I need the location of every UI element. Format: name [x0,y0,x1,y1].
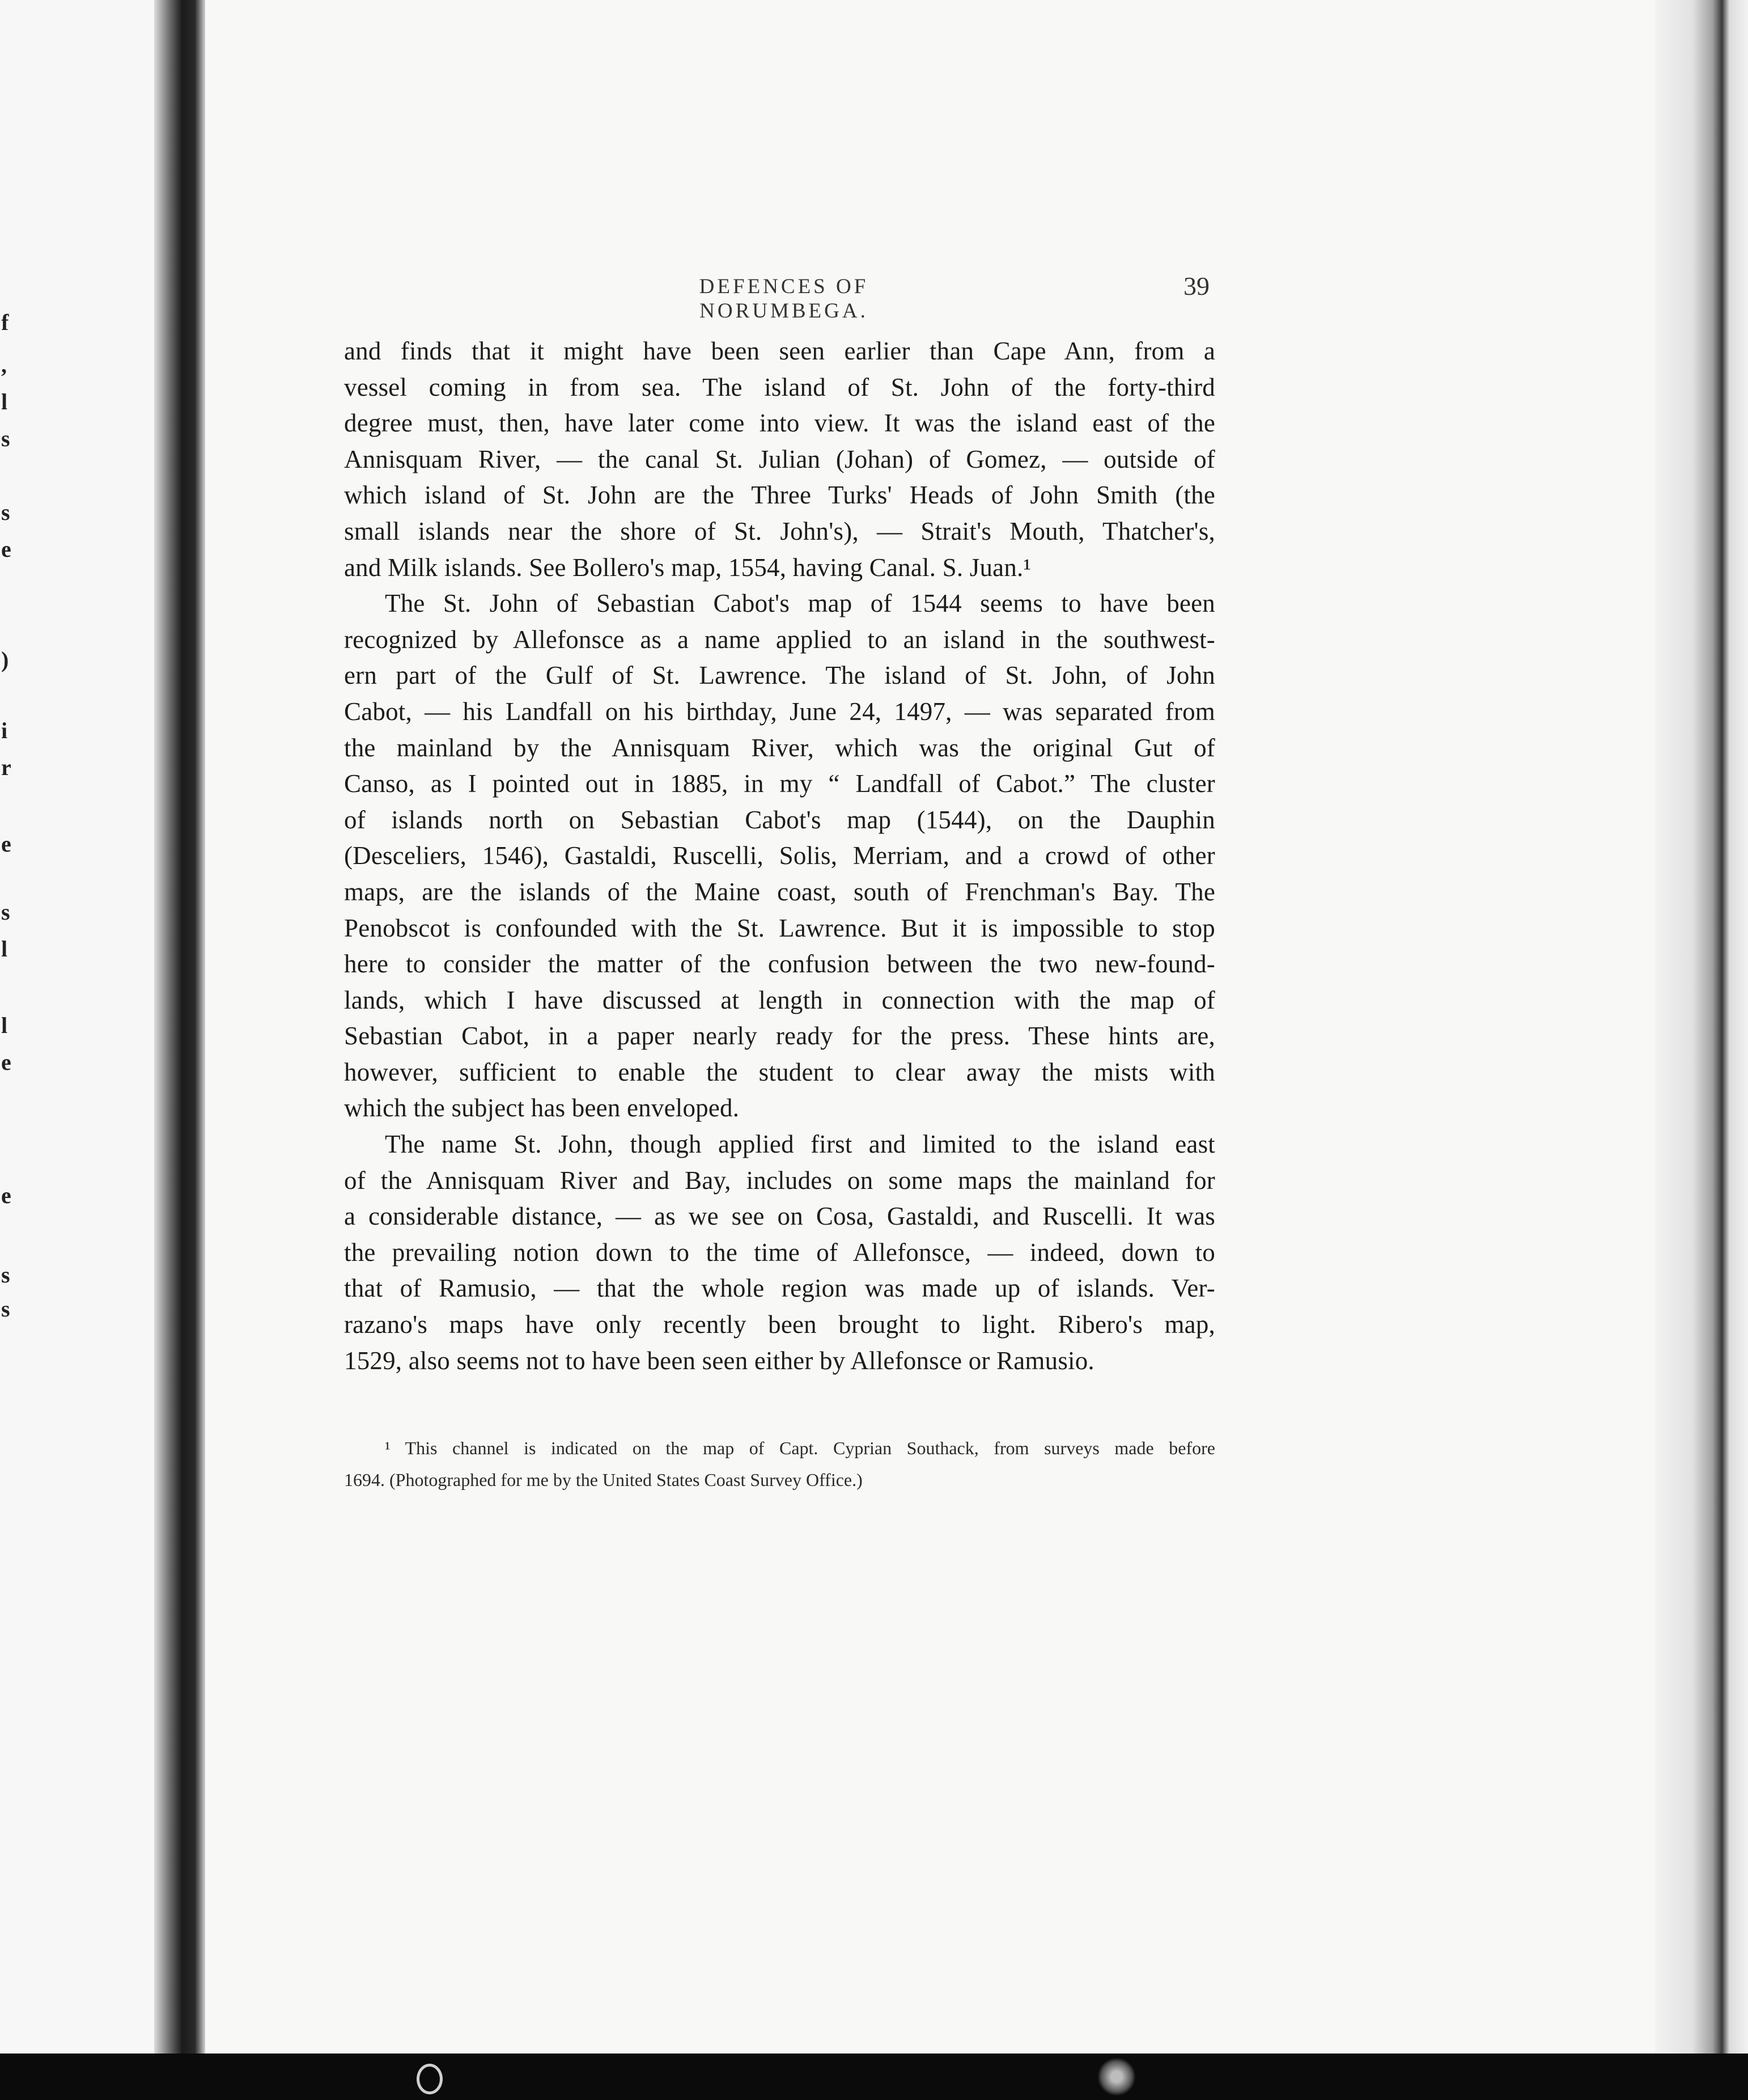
text-line: Penobscot is confounded with the St. Lawrence. But it is impossible to stop [344,913,1215,942]
text-line: 1529, also seems not to have been seen either by Allefonsce or Ramusio. [344,1346,1094,1375]
left-margin-char: s [1,426,10,451]
text-line: and finds that it might have been seen earlier than Cape Ann, from a [344,337,1215,365]
left-margin-char: e [1,1049,11,1075]
text-line: razano's maps have only recently been brought to light. Ribero's map, [344,1310,1215,1339]
text-line: small islands near the shore of St. John's), — Strait's Mouth, Thatcher's, [344,516,1215,545]
text-line: the prevailing notion down to the time of Allefonsce, — indeed, down to [344,1238,1215,1267]
text-line: of the Annisquam River and Bay, includes on some maps the mainland for [344,1166,1215,1195]
text-line: that of Ramusio, — that the whole region was made up of islands. Ver- [344,1274,1215,1303]
footnote [344,1432,1215,1496]
text-line: which the subject has been enveloped. [344,1094,740,1123]
text-line: degree must, then, have later come into view. It was the island east of the [344,409,1215,438]
text-line: lands, which I have discussed at length in connection with the map of [344,985,1215,1014]
text-line: and Milk islands. See Bollero's map, 1554, having Canal. S. Juan.¹ [344,553,1032,582]
text-line: vessel coming in from sea. The island of St. John of the forty-third [344,372,1215,401]
left-margin-char: e [1,831,11,857]
scanner-ring-mark [417,2064,443,2094]
left-margin-char: e [1,1183,11,1208]
left-margin-char: , [1,352,7,378]
left-margin-char: r [1,755,11,780]
left-margin-char: f [1,310,9,335]
left-margin-char: l [1,936,8,962]
left-margin-char: l [1,1013,8,1038]
left-margin-char: s [1,1296,10,1322]
scanner-smudge-mark [1097,2058,1136,2095]
footnote-line: ¹ This channel is indicated on the map of Capt. Cyprian Southack, from surveys made before [385,1438,1215,1458]
page-right-edge [1655,0,1748,2054]
left-margin-char: e [1,536,11,562]
left-page-cropped-text [0,0,11,2054]
left-margin-char: i [1,718,8,743]
text-line: which island of St. John are the Three Turks' Heads of John Smith (the [344,481,1215,510]
left-margin-char: ) [1,647,9,672]
text-line: however, sufficient to enable the student to clear away the mists with [344,1057,1215,1086]
text-line: here to consider the matter of the confusion between the two new-found- [344,950,1215,979]
text-line: (Desceliers, 1546), Gastaldi, Ruscelli, Solis, Merriam, and a crowd of other [344,841,1215,870]
body-text [344,333,1215,1379]
page-number: 39 [1183,272,1210,300]
left-page-edge [0,0,156,2054]
left-margin-char: s [1,899,10,925]
text-line: Annisquam River, — the canal St. Julian (Johan) of Gomez, — outside of [344,444,1215,473]
footnote-line: 1694. (Photographed for me by the United States Coast Survey Office.) [344,1470,863,1490]
text-line: Canso, as I pointed out in 1885, in my “ Landfall of Cabot.” The cluster [344,769,1215,798]
text-line: a considerable distance, — as we see on Cosa, Gastaldi, and Ruscelli. It was [344,1202,1215,1231]
book-spine-gutter [154,0,205,2054]
text-line: Sebastian Cabot, in a paper nearly ready for the press. These hints are, [344,1022,1215,1051]
running-head: DEFENCES OF NORUMBEGA. [699,275,869,323]
text-line: The St. John of Sebastian Cabot's map of 1544 seems to have been [385,589,1215,618]
text-line: maps, are the islands of the Maine coast, south of Frenchman's Bay. The [344,877,1215,906]
left-margin-char: s [1,499,10,525]
text-line: recognized by Allefonsce as a name applied to an island in the southwest- [344,625,1215,654]
left-margin-char: s [1,1262,10,1288]
text-line: the mainland by the Annisquam River, which was the original Gut of [344,733,1215,762]
left-margin-char: l [1,389,8,414]
text-line: Cabot, — his Landfall on his birthday, June 24, 1497, — was separated from [344,697,1215,726]
text-line: ern part of the Gulf of St. Lawrence. The island of St. John, of John [344,661,1215,690]
text-line: of islands north on Sebastian Cabot's map (1544), on the Dauphin [344,805,1215,834]
text-line: The name St. John, though applied first and limited to the island east [385,1130,1215,1159]
scan-bottom-border [0,2054,1748,2100]
